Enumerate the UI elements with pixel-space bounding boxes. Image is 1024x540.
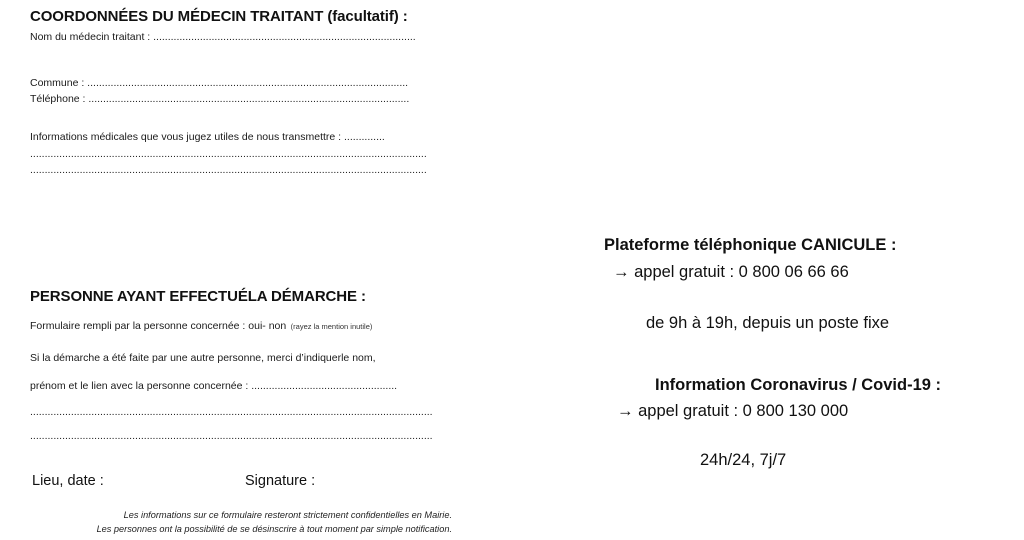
demarche-formulaire-note: (rayez la mention inutile) [290,322,373,331]
covid-appel-row [617,402,848,421]
lieu-date-label: Lieu, date : [32,473,104,489]
confidentiality-note: Les informations sur ce formulaire resteront strictement confidentielles en Mairie. [123,510,452,520]
demarche-formulaire-row [30,316,372,334]
medecin-dots-line: ........................................................................................................................................ [30,164,427,176]
covid-title: Information Coronavirus / Covid-19 : [655,376,942,394]
demarche-section-title: PERSONNE AYANT EFFECTUÉLA DÉMARCHE : [30,288,366,305]
demarche-dots-line: .......................................................................................................................................... [30,430,433,442]
canicule-appel-row [613,263,849,282]
demarche-formulaire-label: Formulaire rempli par la personne concernée : oui- non [30,320,287,332]
medecin-dots-line: ........................................................................................................................................ [30,148,427,160]
canicule-appel-text: appel gratuit : 0 800 06 66 66 [634,263,849,281]
covid-horaires: 24h/24, 7j/7 [700,451,787,469]
demarche-autre-line: prénom et le lien avec la personne concernée : .................................................. [30,380,398,392]
medecin-commune-field: Commune : .............................................................................................................. [30,77,409,89]
medecin-telephone-field: Téléphone : .............................................................................................................. [30,93,410,105]
covid-appel-text: appel gratuit : 0 800 130 000 [638,402,849,420]
demarche-autre-line: Si la démarche a été faite par une autre personne, merci d’indiquerle nom, [30,352,376,364]
arrow-right-icon: → [617,402,634,420]
confidentiality-note: Les personnes ont la possibilité de se désinscrire à tout moment par simple notification. [96,524,452,534]
canicule-title: Plateforme téléphonique CANICULE : [604,236,897,254]
demarche-dots-line: .......................................................................................................................................... [30,406,433,418]
signature-label: Signature : [245,473,316,489]
arrow-right-icon: → [613,263,630,281]
canicule-horaires: de 9h à 19h, depuis un poste fixe [646,314,890,332]
medecin-nom-field: Nom du médecin traitant : .......................................................................................... [30,31,416,43]
medecin-infos-field: Informations médicales que vous jugez utiles de nous transmettre : .............. [30,131,385,143]
medecin-section-title: COORDONNÉES DU MÉDECIN TRAITANT (facultatif) : [30,8,408,25]
